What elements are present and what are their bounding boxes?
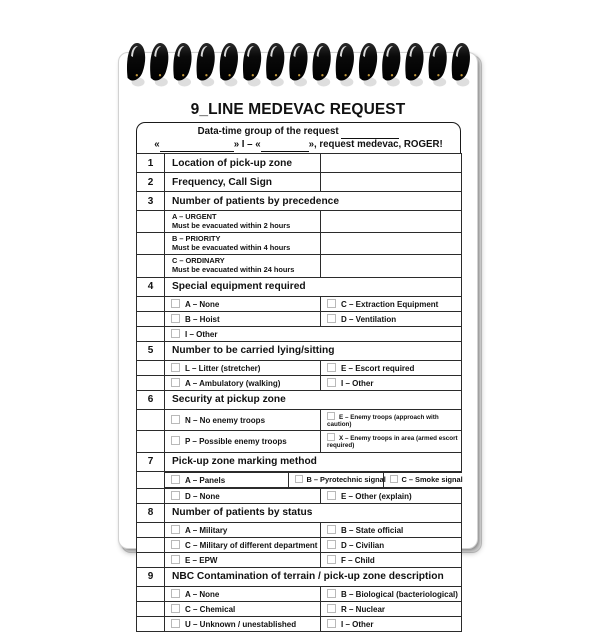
notepad-page bbox=[118, 52, 478, 629]
checkbox-icon[interactable] bbox=[171, 363, 180, 372]
option-label: C – Extraction Equipment bbox=[341, 299, 439, 309]
line-number-spacer bbox=[137, 537, 165, 552]
option-cell[interactable] bbox=[165, 488, 321, 503]
table-row bbox=[137, 452, 462, 471]
table-row bbox=[137, 341, 462, 360]
table-row bbox=[137, 522, 462, 537]
precedence-code: B – PRIORITY bbox=[172, 234, 221, 244]
line-number-spacer bbox=[137, 233, 165, 255]
line-number-spacer bbox=[137, 409, 165, 431]
option-label: D – None bbox=[185, 491, 220, 501]
option-cell[interactable] bbox=[165, 296, 321, 311]
option-cell[interactable] bbox=[321, 311, 462, 326]
table-row bbox=[137, 211, 462, 233]
line-number: 5 bbox=[137, 341, 165, 360]
option-label: D – Civilian bbox=[341, 540, 385, 550]
option-label: L – Litter (stretcher) bbox=[185, 363, 261, 373]
checkbox-icon[interactable] bbox=[171, 314, 180, 323]
table-row bbox=[137, 503, 462, 522]
option-cell[interactable] bbox=[321, 431, 462, 453]
precedence-description: Must be evacuated within 4 hours bbox=[172, 242, 291, 252]
medevac-table bbox=[136, 153, 462, 632]
option-label: X – Enemy troops in area (armed escort required) bbox=[327, 435, 458, 450]
table-row bbox=[137, 375, 462, 390]
table-row bbox=[137, 390, 462, 409]
option-cell[interactable] bbox=[165, 522, 321, 537]
option-label: A – None bbox=[185, 299, 220, 309]
header-tail-text: », request medevac, ROGER! bbox=[308, 139, 443, 150]
header-line-2 bbox=[141, 139, 456, 152]
checkbox-icon[interactable] bbox=[327, 363, 336, 372]
option-label: C – Chemical bbox=[185, 604, 236, 614]
line-number-spacer bbox=[137, 471, 165, 488]
option-cell[interactable] bbox=[165, 431, 321, 453]
option-label: N – No enemy troops bbox=[185, 415, 266, 425]
option-cell[interactable] bbox=[321, 360, 462, 375]
line-number: 7 bbox=[137, 452, 165, 471]
line-title: Pick-up zone marking method bbox=[165, 452, 462, 471]
precedence-code: A – URGENT bbox=[172, 212, 217, 221]
option-cell[interactable] bbox=[165, 552, 321, 567]
table-row bbox=[137, 277, 462, 296]
checkbox-icon[interactable] bbox=[171, 415, 180, 424]
precedence-option bbox=[165, 211, 321, 233]
checkbox-icon[interactable] bbox=[327, 619, 336, 628]
option-label: C – Smoke signal bbox=[401, 475, 463, 485]
table-row bbox=[137, 567, 462, 586]
checkbox-icon[interactable] bbox=[327, 555, 336, 564]
option-cell[interactable] bbox=[165, 601, 321, 616]
checkbox-icon[interactable] bbox=[390, 475, 398, 483]
line-number-spacer bbox=[137, 488, 165, 503]
table-row bbox=[137, 255, 462, 277]
option-label: I – Other bbox=[341, 619, 374, 629]
option-cell[interactable] bbox=[165, 326, 462, 341]
option-label: U – Unknown / unestablished bbox=[185, 619, 297, 629]
line-number-spacer bbox=[137, 296, 165, 311]
option-cell[interactable] bbox=[165, 472, 288, 487]
option-cell[interactable] bbox=[321, 552, 462, 567]
table-row bbox=[137, 233, 462, 255]
line-number-spacer bbox=[137, 522, 165, 537]
option-cell[interactable] bbox=[321, 409, 462, 431]
option-cell[interactable] bbox=[321, 586, 462, 601]
checkbox-icon[interactable] bbox=[171, 525, 180, 534]
checkbox-icon[interactable] bbox=[171, 491, 180, 500]
option-label: P – Possible enemy troops bbox=[185, 437, 287, 447]
option-cell[interactable] bbox=[165, 375, 321, 390]
precedence-description: Must be evacuated within 2 hours bbox=[172, 220, 291, 230]
option-label: A – Ambulatory (walking) bbox=[185, 378, 281, 388]
line-number: 6 bbox=[137, 390, 165, 409]
table-row bbox=[137, 360, 462, 375]
table-row bbox=[137, 552, 462, 567]
checkbox-icon[interactable] bbox=[171, 299, 180, 308]
line-number-spacer bbox=[137, 360, 165, 375]
option-label: R – Nuclear bbox=[341, 604, 386, 614]
checkbox-icon[interactable] bbox=[327, 540, 336, 549]
option-cell[interactable] bbox=[165, 616, 321, 631]
table-row bbox=[137, 409, 462, 431]
datetime-blank-field[interactable] bbox=[341, 126, 399, 139]
line-number-spacer bbox=[137, 211, 165, 233]
option-cell[interactable] bbox=[321, 296, 462, 311]
table-row bbox=[137, 154, 462, 173]
line-answer-field[interactable] bbox=[321, 173, 462, 192]
callsign-blank-field-2[interactable] bbox=[261, 139, 309, 152]
request-header-box bbox=[136, 122, 461, 154]
table-row bbox=[137, 431, 462, 453]
option-label: C – Military of different department bbox=[185, 540, 318, 550]
line-number: 4 bbox=[137, 277, 165, 296]
checkbox-icon[interactable] bbox=[171, 604, 180, 613]
line-number-spacer bbox=[137, 311, 165, 326]
line-title: Frequency, Call Sign bbox=[165, 173, 321, 192]
line-number: 3 bbox=[137, 192, 165, 211]
checkbox-icon[interactable] bbox=[327, 412, 335, 420]
option-cell[interactable] bbox=[165, 586, 321, 601]
table-row bbox=[137, 488, 462, 503]
table-row bbox=[137, 192, 462, 211]
medevac-table-body bbox=[137, 154, 462, 632]
option-cell[interactable] bbox=[321, 601, 462, 616]
header-line-1 bbox=[141, 126, 456, 139]
option-label: B – Pyrotechnic signal bbox=[306, 475, 386, 485]
precedence-code: C – ORDINARY bbox=[172, 256, 225, 266]
line-number-spacer bbox=[137, 255, 165, 277]
option-label: E – EPW bbox=[185, 555, 218, 565]
table-row bbox=[137, 616, 462, 631]
checkbox-icon[interactable] bbox=[171, 475, 180, 484]
option-label: B – State official bbox=[341, 525, 404, 535]
precedence-option bbox=[165, 233, 321, 255]
option-label: I – Other bbox=[185, 329, 218, 339]
checkbox-icon[interactable] bbox=[171, 555, 180, 564]
callsign-blank-field-1[interactable] bbox=[160, 139, 234, 152]
checkbox-icon[interactable] bbox=[327, 589, 336, 598]
option-label: E – Escort required bbox=[341, 363, 415, 373]
option-cell[interactable] bbox=[165, 409, 321, 431]
line-number: 2 bbox=[137, 173, 165, 192]
checkbox-icon[interactable] bbox=[295, 475, 303, 483]
option-label: A – Military bbox=[185, 525, 228, 535]
option-cell[interactable] bbox=[321, 522, 462, 537]
option-cell[interactable] bbox=[165, 537, 321, 552]
option-row-group bbox=[165, 471, 462, 488]
line-title: Number of patients by status bbox=[165, 503, 462, 522]
header-line-1-text: Data-time group of the request bbox=[197, 126, 339, 137]
table-row bbox=[137, 296, 462, 311]
option-cell[interactable] bbox=[321, 537, 462, 552]
precedence-description: Must be evacuated within 24 hours bbox=[172, 264, 295, 274]
table-row bbox=[137, 326, 462, 341]
notepad bbox=[118, 52, 478, 629]
line-number-spacer bbox=[137, 552, 165, 567]
line-title: Special equipment required bbox=[165, 277, 462, 296]
line-number-spacer bbox=[137, 601, 165, 616]
option-label: D – Ventilation bbox=[341, 314, 397, 324]
option-label: E – Other (explain) bbox=[341, 491, 412, 501]
option-cell[interactable] bbox=[321, 488, 462, 503]
option-cell[interactable] bbox=[165, 311, 321, 326]
line-number-spacer bbox=[137, 431, 165, 453]
line-title: Location of pick-up zone bbox=[165, 154, 321, 173]
line-title: NBC Contamination of terrain / pick-up zone description bbox=[165, 567, 462, 586]
page-title: 9_LINE MEDEVAC REQUEST bbox=[190, 101, 406, 118]
precedence-count-field[interactable] bbox=[321, 211, 462, 233]
line-number-spacer bbox=[137, 326, 165, 341]
precedence-count-field[interactable] bbox=[321, 255, 462, 277]
checkbox-icon[interactable] bbox=[327, 604, 336, 613]
checkbox-icon[interactable] bbox=[327, 378, 336, 387]
line-number-spacer bbox=[137, 586, 165, 601]
checkbox-icon[interactable] bbox=[327, 525, 336, 534]
option-label: A – None bbox=[185, 589, 220, 599]
table-row bbox=[137, 537, 462, 552]
option-label: B – Biological (bacteriological) bbox=[341, 589, 458, 599]
line-number: 8 bbox=[137, 503, 165, 522]
checkbox-icon[interactable] bbox=[171, 329, 180, 338]
line-title: Security at pickup zone bbox=[165, 390, 462, 409]
header-quote-open: « bbox=[154, 139, 160, 150]
line-title: Number of patients by precedence bbox=[165, 192, 462, 211]
checkbox-icon[interactable] bbox=[171, 540, 180, 549]
option-label: E – Enemy troops (approach with caution) bbox=[327, 413, 439, 428]
checkbox-icon[interactable] bbox=[171, 436, 180, 445]
option-label: I – Other bbox=[341, 378, 374, 388]
line-number: 1 bbox=[137, 154, 165, 173]
table-row bbox=[137, 601, 462, 616]
option-cell[interactable] bbox=[321, 616, 462, 631]
line-number-spacer bbox=[137, 616, 165, 631]
checkbox-icon[interactable] bbox=[327, 299, 336, 308]
option-label: F – Child bbox=[341, 555, 375, 565]
checkbox-icon[interactable] bbox=[171, 378, 180, 387]
line-number: 9 bbox=[137, 567, 165, 586]
precedence-count-field[interactable] bbox=[321, 233, 462, 255]
option-cell[interactable] bbox=[383, 472, 462, 487]
option-cell[interactable] bbox=[288, 472, 386, 487]
line-answer-field[interactable] bbox=[321, 154, 462, 173]
table-row bbox=[137, 173, 462, 192]
checkbox-icon[interactable] bbox=[327, 433, 335, 441]
table-row bbox=[137, 311, 462, 326]
table-row bbox=[137, 586, 462, 601]
precedence-option bbox=[165, 255, 321, 277]
option-label: B – Hoist bbox=[185, 314, 220, 324]
checkbox-icon[interactable] bbox=[171, 589, 180, 598]
checkbox-icon[interactable] bbox=[327, 491, 336, 500]
checkbox-icon[interactable] bbox=[327, 314, 336, 323]
option-cell[interactable] bbox=[165, 360, 321, 375]
option-label: A – Panels bbox=[185, 475, 226, 485]
option-cell[interactable] bbox=[321, 375, 462, 390]
header-mid-text: » I – « bbox=[233, 139, 261, 150]
checkbox-icon[interactable] bbox=[171, 619, 180, 628]
line-number-spacer bbox=[137, 375, 165, 390]
line-title: Number to be carried lying/sitting bbox=[165, 341, 462, 360]
table-row bbox=[137, 471, 462, 488]
